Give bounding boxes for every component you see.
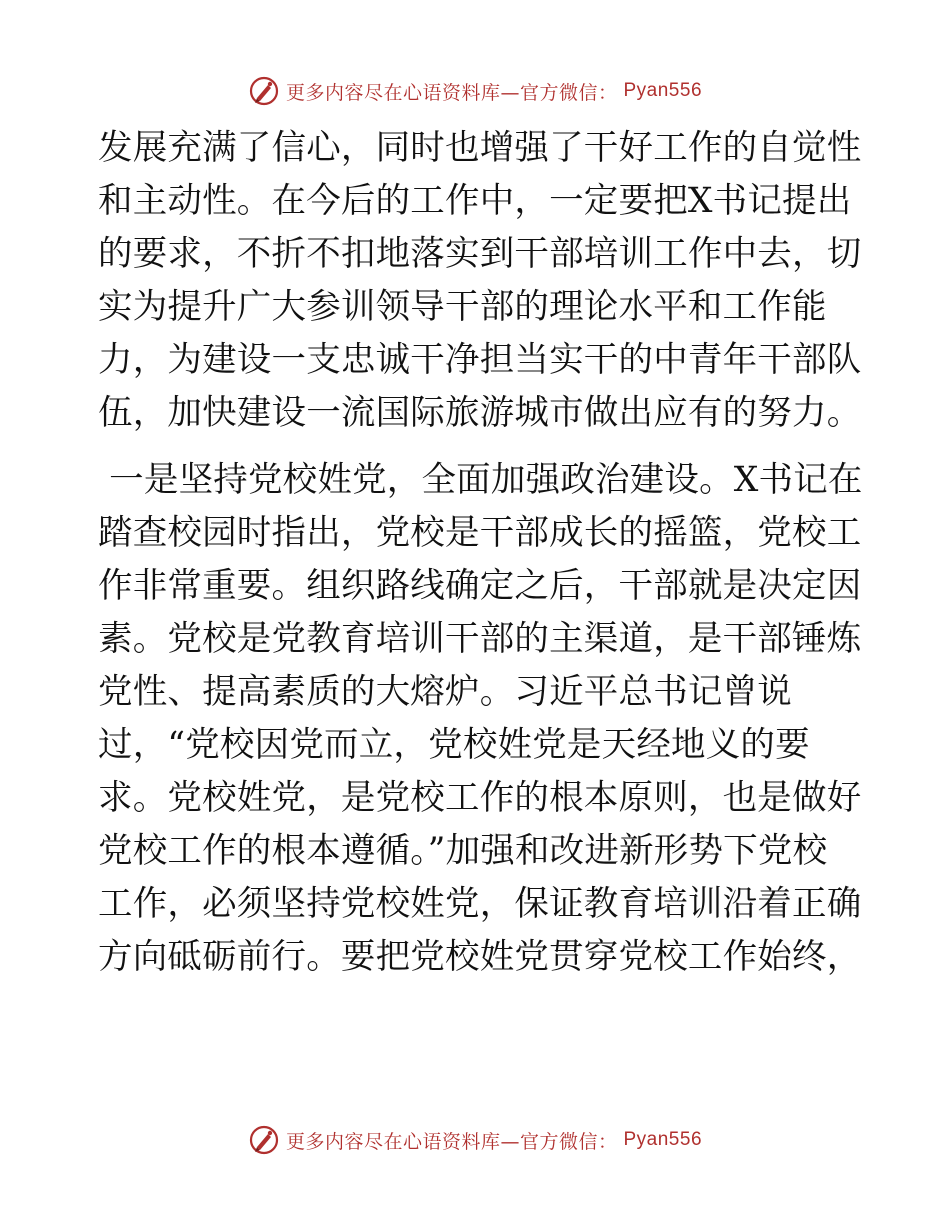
paragraph-1 bbox=[98, 122, 862, 440]
pen-logo-icon bbox=[248, 75, 280, 107]
text-line: 实为提升广大参训领导干部的理论水平和工作能 bbox=[98, 287, 827, 327]
text-line: 伍，加快建设一流国际旅游城市做出应有的努力。 bbox=[98, 393, 862, 433]
watermark-wechat-id: Pyan556 bbox=[623, 1129, 703, 1150]
text-line: 方向砥砺前行。要把党校姓党贯穿党校工作始终， bbox=[98, 937, 862, 977]
watermark-wechat-id: Pyan556 bbox=[623, 80, 703, 101]
watermark-footer bbox=[0, 1120, 950, 1160]
text-line: 力，为建设一支忠诚干净担当实干的中青年干部队 bbox=[98, 340, 862, 380]
text-line: 党校工作的根本遵循。”加强和改进新形势下党校 bbox=[98, 831, 828, 871]
text-line: 踏查校园时指出，党校是干部成长的摇篮，党校工 bbox=[98, 513, 862, 553]
text-line: 一是坚持党校姓党，全面加强政治建设。X书记在 bbox=[98, 460, 863, 500]
watermark-header bbox=[0, 71, 950, 111]
text-line: 和主动性。在今后的工作中，一定要把X书记提出 bbox=[98, 181, 852, 221]
text-line: 党性、提高素质的大熔炉。习近平总书记曾说 bbox=[98, 672, 792, 712]
watermark-text: 更多内容尽在心语资料库—官方微信： bbox=[285, 1130, 618, 1153]
text-line: 作非常重要。组织路线确定之后，干部就是决定因 bbox=[98, 566, 862, 606]
text-line: 的要求，不折不扣地落实到干部培训工作中去，切 bbox=[98, 234, 862, 274]
text-line: 发展充满了信心，同时也增强了干好工作的自觉性 bbox=[98, 128, 862, 168]
pen-logo-icon bbox=[248, 1124, 280, 1156]
paragraph-2 bbox=[98, 454, 863, 984]
document-body bbox=[98, 122, 863, 984]
text-line: 求。党校姓党，是党校工作的根本原则，也是做好 bbox=[98, 778, 862, 818]
paragraph-spacer bbox=[98, 440, 850, 454]
text-line: 素。党校是党教育培训干部的主渠道，是干部锤炼 bbox=[98, 619, 862, 659]
text-line: 过，“党校因党而立，党校姓党是天经地义的要 bbox=[98, 725, 810, 765]
watermark-text: 更多内容尽在心语资料库—官方微信： bbox=[285, 81, 618, 104]
text-line: 工作，必须坚持党校姓党，保证教育培训沿着正确 bbox=[98, 884, 862, 924]
